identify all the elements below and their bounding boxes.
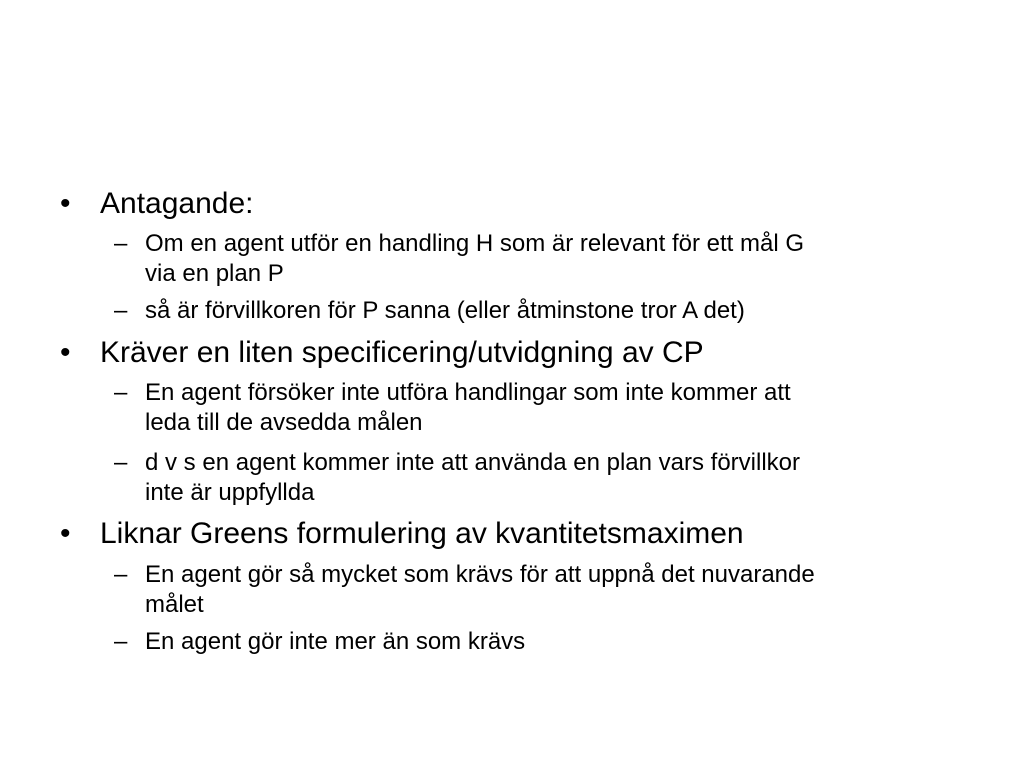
bullet-marker: • xyxy=(60,187,71,220)
sub-bullet-line: Om en agent utför en handling H som är relevant för ett mål G xyxy=(145,230,804,257)
sub-bullet-line: En agent gör inte mer än som krävs xyxy=(145,628,526,655)
sub-bullet-line: så är förvillkoren för P sanna (eller åtminstone tror A det) xyxy=(145,297,745,324)
bullet-text: Liknar Greens formulering av kvantitetsmaximen xyxy=(100,517,744,550)
sub-bullet-text xyxy=(145,229,965,289)
sub-bullet-text xyxy=(145,627,965,657)
bullet-marker: • xyxy=(60,336,71,369)
dash-marker: – xyxy=(114,379,128,406)
sub-bullet-line: målet xyxy=(145,591,204,618)
dash-marker: – xyxy=(114,449,128,476)
bullet-marker: • xyxy=(60,517,71,550)
bullet-text: Kräver en liten specificering/utvidgning av CP xyxy=(100,336,704,369)
sub-bullet-line: En agent gör så mycket som krävs för att uppnå det nuvarande xyxy=(145,561,815,588)
sub-bullet-line: d v s en agent kommer inte att använda en plan vars förvillkor xyxy=(145,449,801,476)
sub-bullet-line: via en plan P xyxy=(145,260,284,287)
sub-bullet-text xyxy=(145,448,965,508)
sub-bullet-line: leda till de avsedda målen xyxy=(145,409,423,436)
bullet-text: Antagande: xyxy=(100,187,254,220)
sub-bullet-line: inte är uppfyllda xyxy=(145,479,315,506)
sub-bullet-text xyxy=(145,296,965,326)
dash-marker: – xyxy=(114,297,128,324)
dash-marker: – xyxy=(114,230,128,257)
dash-marker: – xyxy=(114,561,128,588)
sub-bullet-text xyxy=(145,378,965,438)
dash-marker: – xyxy=(114,628,128,655)
sub-bullet-text xyxy=(145,560,965,620)
sub-bullet-line: En agent försöker inte utföra handlingar som inte kommer att xyxy=(145,379,791,406)
